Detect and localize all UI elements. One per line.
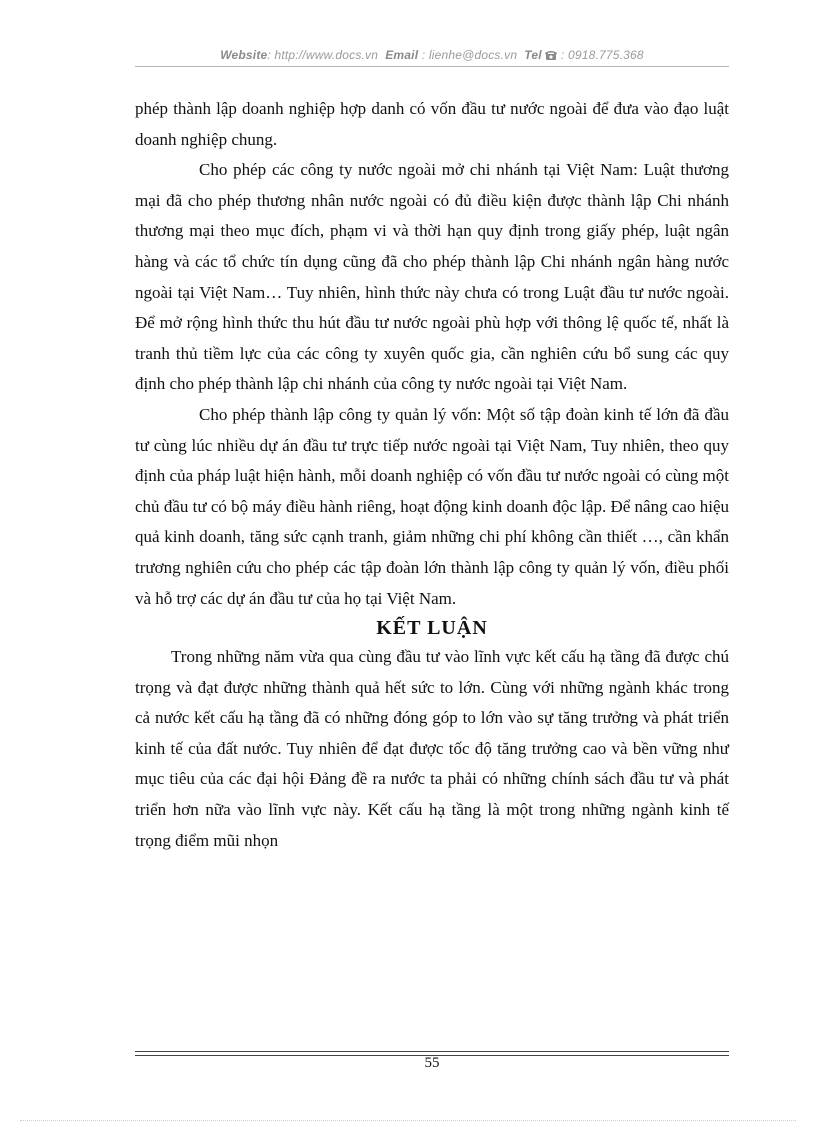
website-value: : http://www.docs.vn xyxy=(267,48,379,62)
paragraph-conclusion: Trong những năm vừa qua cùng đầu tư vào lĩnh vực kết cấu hạ tầng đã được chú trọng và đạt được những thành quả hết sức to lớn. Cùng với những ngành khác trong cả nước kết cấu hạ tầng đã có những đóng góp to lớn vào sự tăng trưởng và phát triển kinh tế của đất nước. Tuy nhiên để đạt được tốc độ tăng trưởng cao và bền vững như mục tiêu của các đại hội Đảng đề ra nước ta phải có những chính sách đầu tư và phát triển hơn nữa vào lĩnh vực này. Kết cấu hạ tầng là một trong những ngành kinh tế trọng điểm mũi nhọn xyxy=(135,647,729,850)
tel-value: : 0918.775.368 xyxy=(560,48,644,62)
tel-label: Tel xyxy=(524,48,542,62)
email-value: : lienhe@docs.vn xyxy=(421,48,518,62)
email-label: Email xyxy=(385,48,419,62)
section-heading: KẾT LUẬN xyxy=(376,617,488,640)
paragraph-branch-offices: Cho phép các công ty nước ngoài mở chi nhánh tại Việt Nam: Luật thương mại đã cho phép thương nhân nước ngoài có đủ điều kiện được thành lập Chi nhánh thương mại theo mục đích, phạm vi và thời hạn quy định trong giấy phép, luật ngân hàng và các tổ chức tín dụng cũng đã cho phép thành lập Chi nhánh ngân hàng nước ngoài tại Việt Nam… Tuy nhiên, hình thức này chưa có trong Luật đầu tư nước ngoài. Để mở rộng hình thức thu hút đầu tư nước ngoài phù hợp với thông lệ quốc tế, nhất là tranh thủ tiềm lực của các công ty xuyên quốc gia, cần nghiên cứu bổ sung các quy định cho phép thành lập chi nhánh của công ty nước ngoài tại Việt Nam. xyxy=(135,160,729,394)
page-header xyxy=(135,48,729,62)
paragraph-capital-management: Cho phép thành lập công ty quản lý vốn: Một số tập đoàn kinh tế lớn đã đầu tư cùng lúc nhiều dự án đầu tư trực tiếp nước ngoài tại Việt Nam, Tuy nhiên, theo quy định của pháp luật hiện hành, mỗi doanh nghiệp có vốn đầu tư nước ngoài có cùng một chủ đầu tư có bộ máy điều hành riêng, hoạt động kinh doanh độc lập. Để nâng cao hiệu quả kinh doanh, tăng sức cạnh tranh, giảm những chi phí không cần thiết …, cần khẩn trương nghiên cứu cho phép các tập đoàn lớn thành lập công ty quản lý vốn, điều phối và hỗ trợ các dự án đầu tư của họ tại Việt Nam. xyxy=(135,404,729,608)
phone-icon xyxy=(545,48,561,62)
page-edge-divider xyxy=(20,1120,796,1121)
header-divider xyxy=(135,66,729,67)
paragraph-continuation: phép thành lập doanh nghiệp hợp danh có vốn đầu tư nước ngoài để đưa vào đạo luật doanh nghiệp chung. xyxy=(135,99,729,149)
document-body xyxy=(135,94,729,856)
page-number: 55 xyxy=(424,1055,440,1071)
website-label: Website xyxy=(220,48,268,62)
